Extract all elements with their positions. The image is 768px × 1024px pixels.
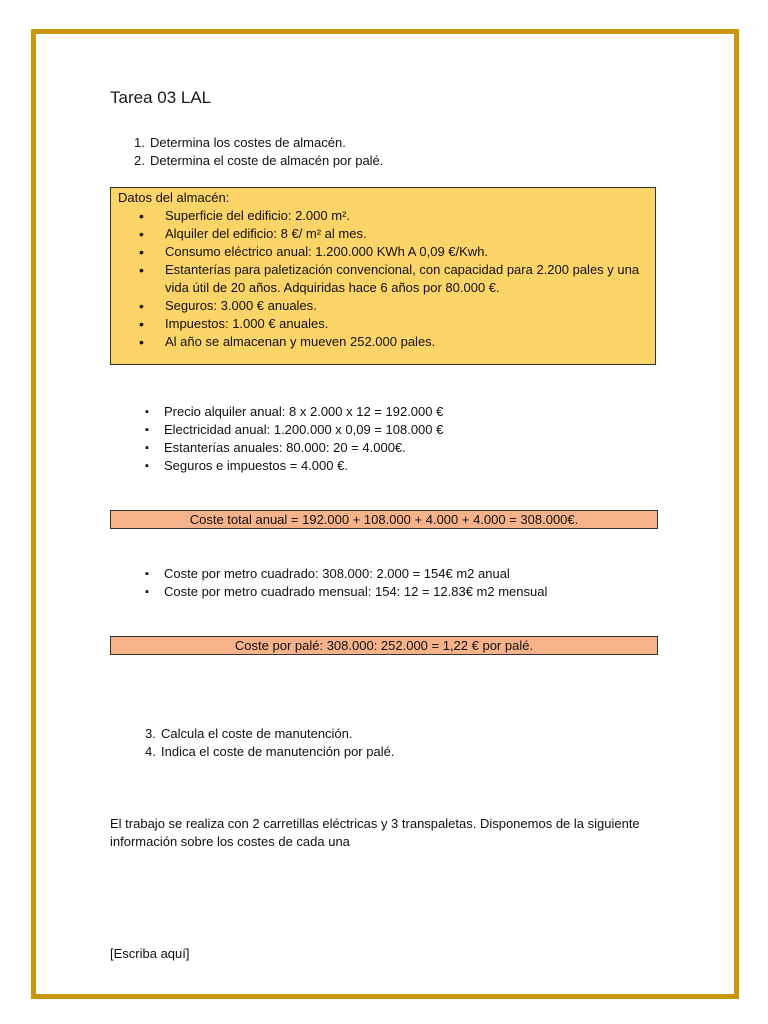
task-item [145,743,394,761]
body-paragraph: El trabajo se realiza con 2 carretillas eléctricas y 3 transpaletas. Disponemos de la siguiente información sobre los costes de cada una [110,816,640,849]
warehouse-data-item: • Seguros: 3.000 € anuales. [139,297,651,315]
total-annual-cost-bar: Coste total anual = 192.000 + 108.000 + 4.000 + 4.000 = 308.000€. [110,510,658,529]
per-sqm-item: ▪ Coste por metro cuadrado mensual: 154: 12 = 12.83€ m2 mensual [145,583,547,601]
task-number: 4. [145,744,156,759]
calculation-list [145,403,443,475]
warehouse-data-item: • Alquiler del edificio: 8 €/ m² al mes. [139,225,651,243]
warehouse-data-item: • Estanterías para paletización convencional, con capacidad para 2.200 pales y una vida útil de 20 años. Adquiridas hace 6 años por 80.000 €. [139,261,651,297]
task-item [134,134,383,152]
task-list-part2 [145,725,394,761]
task-text: Indica el coste de manutención por palé. [161,744,395,759]
task-number: 3. [145,726,156,741]
warehouse-data-item: • Superficie del edificio: 2.000 m². [139,207,651,225]
page-title: Tarea 03 LAL [110,88,212,107]
task-item [134,152,383,170]
warehouse-data-item: • Al año se almacenan y mueven 252.000 pales. [139,333,651,351]
warehouse-data-box [110,187,656,365]
warehouse-data-heading: Datos del almacén: [118,190,230,205]
warehouse-data-item: • Impuestos: 1.000 € anuales. [139,315,651,333]
task-number: 2. [134,153,145,168]
task-number: 1. [134,135,145,150]
task-text: Determina los costes de almacén. [150,135,346,150]
warehouse-data-item: • Consumo eléctrico anual: 1.200.000 KWh A 0,09 €/Kwh. [139,243,651,261]
task-text: Calcula el coste de manutención. [161,726,353,741]
calculation-item: ▪ Precio alquiler anual: 8 x 2.000 x 12 = 192.000 € [145,403,443,421]
cost-per-pallet-bar: Coste por palé: 308.000: 252.000 = 1,22 € por palé. [110,636,658,655]
per-sqm-list [145,565,547,601]
per-sqm-item: ▪ Coste por metro cuadrado: 308.000: 2.000 = 154€ m2 anual [145,565,547,583]
warehouse-data-list [139,207,651,351]
calculation-item: ▪ Electricidad anual: 1.200.000 x 0,09 = 108.000 € [145,421,443,439]
calculation-item: ▪ Seguros e impuestos = 4.000 €. [145,457,443,475]
task-text: Determina el coste de almacén por palé. [150,153,384,168]
task-item [145,725,394,743]
calculation-item: ▪ Estanterías anuales: 80.000: 20 = 4.000€. [145,439,443,457]
task-list-part1 [134,134,383,170]
placeholder-text[interactable]: [Escriba aquí] [110,946,190,961]
